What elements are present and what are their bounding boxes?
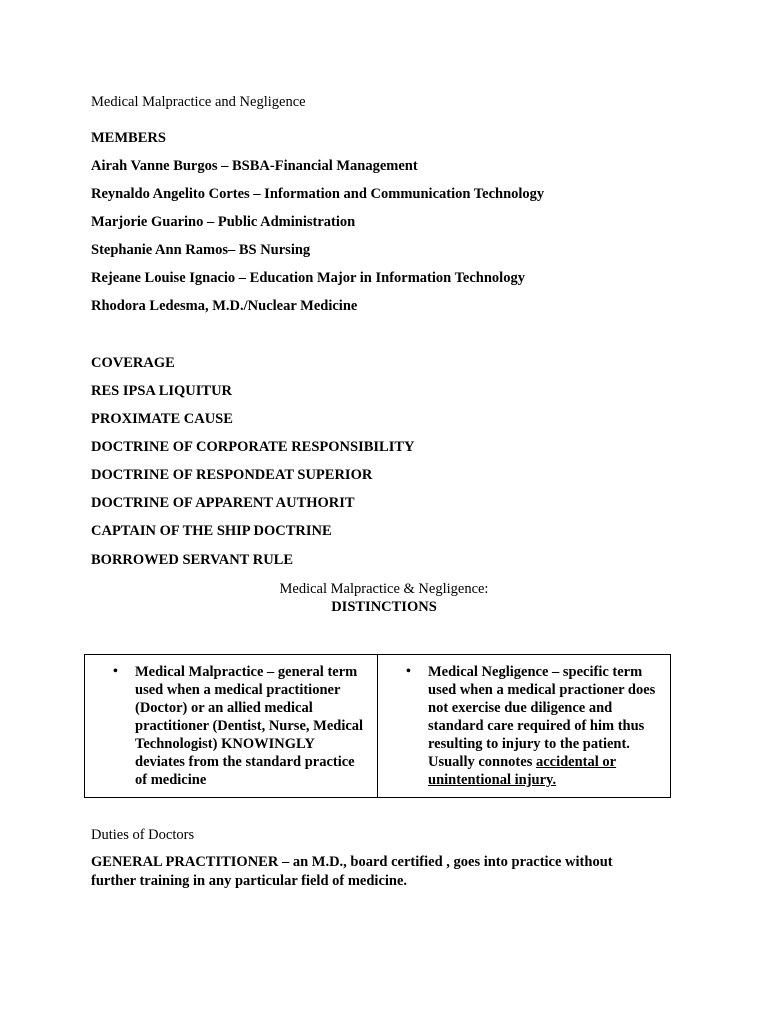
- coverage-item: PROXIMATE CAUSE: [91, 411, 233, 427]
- document-title: Medical Malpractice and Negligence: [91, 94, 306, 110]
- malpractice-definition: Medical Malpractice – general term used when a medical practitioner (Doctor) or an allied medical practitioner (Dentist, Nurse, Medical Technologist) KNOWINGLY deviates from the standard practice of medicine: [135, 664, 364, 788]
- negligence-definition-underlined: accidental or unintentional injury.: [428, 754, 617, 788]
- coverage-heading: COVERAGE: [91, 355, 175, 371]
- negligence-definition-text: Medical Negligence – specific term used when a medical practioner does not exercise due diligence and standard care required of him thus resulting to injury to the patient. Usually connotes: [428, 664, 656, 770]
- member-item: Rhodora Ledesma, M.D./Nuclear Medicine: [91, 298, 358, 314]
- member-item: Reynaldo Angelito Cortes – Information and Communication Technology: [91, 186, 545, 202]
- distinctions-title-line2: DISTINCTIONS: [331, 599, 437, 615]
- general-practitioner-definition: GENERAL PRACTITIONER – an M.D., board certified , goes into practice without further training in any particular field of medicine.: [91, 854, 613, 889]
- coverage-item: CAPTAIN OF THE SHIP DOCTRINE: [91, 523, 332, 539]
- negligence-cell: [378, 655, 670, 797]
- coverage-item: DOCTRINE OF RESPONDEAT SUPERIOR: [91, 467, 373, 483]
- members-heading: MEMBERS: [91, 130, 166, 146]
- coverage-item: BORROWED SERVANT RULE: [91, 552, 294, 568]
- member-item: Airah Vanne Burgos – BSBA-Financial Management: [91, 158, 418, 174]
- duties-heading: Duties of Doctors: [91, 827, 195, 843]
- malpractice-cell: [85, 655, 378, 797]
- member-item: Stephanie Ann Ramos– BS Nursing: [91, 242, 311, 258]
- distinctions-table: [84, 654, 671, 798]
- member-item: Marjorie Guarino – Public Administration: [91, 214, 356, 230]
- coverage-item: RES IPSA LIQUITUR: [91, 383, 233, 399]
- distinctions-title-line1: Medical Malpractice & Negligence:: [279, 581, 489, 597]
- member-item: Rejeane Louise Ignacio – Education Major in Information Technology: [91, 270, 525, 286]
- negligence-definition: [428, 663, 660, 789]
- bullet-icon: •: [406, 664, 411, 679]
- coverage-item: DOCTRINE OF CORPORATE RESPONSIBILITY: [91, 439, 415, 455]
- bullet-icon: •: [113, 664, 118, 679]
- coverage-item: DOCTRINE OF APPARENT AUTHORIT: [91, 495, 355, 511]
